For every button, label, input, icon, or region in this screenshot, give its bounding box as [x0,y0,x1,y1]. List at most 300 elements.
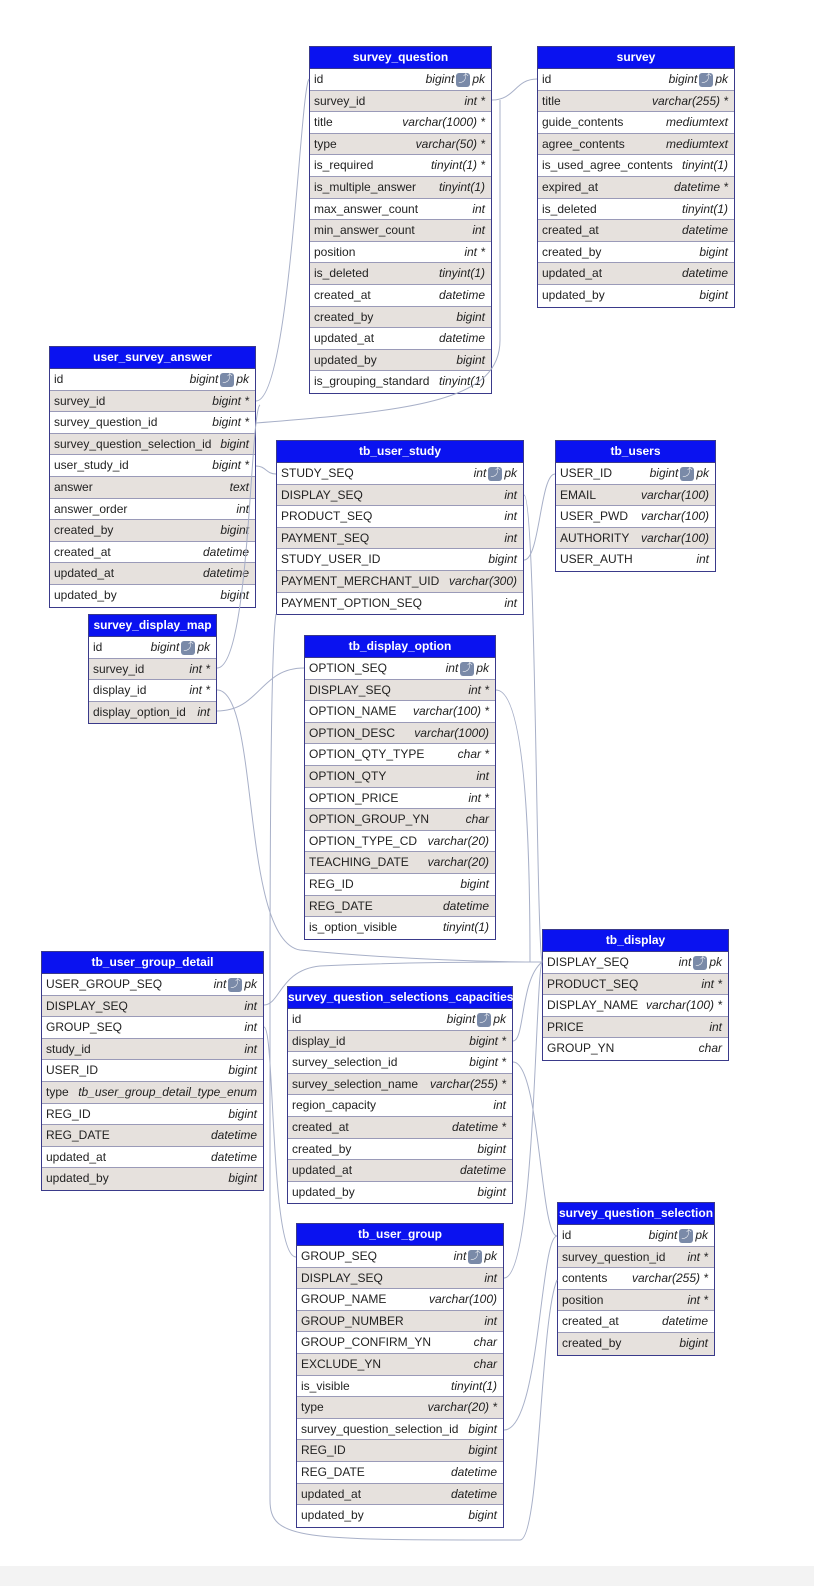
column-row[interactable] [305,831,495,853]
column-type [228,1168,257,1190]
column-name: display_id [93,683,147,698]
column-row[interactable] [305,874,495,896]
column-row[interactable] [310,371,491,393]
column-type [244,1017,257,1039]
column-type-text: int [472,223,485,238]
key-icon: ⤴ [458,73,469,85]
column-name: updated_by [54,587,117,602]
column-row[interactable] [50,563,255,585]
column-name: survey_question_selection_id [54,436,212,451]
column-row[interactable] [543,1017,728,1039]
column-type-text: varchar(20) [427,833,489,848]
column-row[interactable] [50,391,255,413]
column-row[interactable] [50,499,255,521]
column-name: id [292,1012,302,1026]
column-row[interactable] [297,1246,503,1268]
column-type-text: bigint [220,436,249,451]
table-title[interactable]: user_survey_answer [50,347,255,369]
column-name: USER_AUTH [560,552,633,567]
column-row[interactable] [277,593,523,615]
column-name: DISPLAY_SEQ [309,682,391,697]
column-row[interactable] [305,723,495,745]
column-type-text: bigint [228,1063,257,1078]
column-name: survey_question_id [54,415,158,430]
column-type [414,723,489,745]
column-type-text: bigint [477,1141,506,1156]
column-type [439,177,485,199]
column-row[interactable] [277,528,523,550]
column-type-text: bigint [468,1508,497,1523]
column-type [468,1505,497,1527]
column-name: OPTION_PRICE [309,790,399,805]
column-type [641,485,709,507]
column-row[interactable] [305,680,495,702]
column-row[interactable] [50,412,255,434]
column-row[interactable] [297,1354,503,1376]
table-tb-display-option[interactable] [304,635,496,940]
column-name: display_option_id [93,704,186,719]
column-type-text: int [197,704,210,719]
column-type [504,485,517,507]
column-row[interactable] [277,506,523,528]
column-row[interactable] [538,285,734,307]
column-type-text: bigint [699,244,728,259]
table-title[interactable]: tb_user_study [277,441,523,463]
column-type-text: mediumtext [665,115,728,130]
column-row[interactable] [297,1289,503,1311]
key-icon: ⤴ [462,662,473,674]
column-type [646,995,722,1017]
column-type-text: char [473,1356,497,1371]
column-row[interactable] [538,69,734,91]
column-type [228,1060,257,1082]
column-row[interactable] [288,1074,512,1096]
pk-label: pk [709,955,722,969]
column-name: PAYMENT_SEQ [281,530,370,545]
key-icon: ⤴ [222,373,233,385]
column-type-text: int [472,201,485,216]
column-row[interactable] [42,1125,263,1147]
column-type-text: bigint [648,1228,678,1242]
column-row[interactable] [538,91,734,113]
column-name: OPTION_QTY_TYPE [309,747,425,762]
column-name: is_grouping_standard [314,374,430,389]
column-type-text: bigint [228,1171,257,1186]
column-name: survey_question_id [562,1249,666,1264]
column-row[interactable] [305,852,495,874]
column-name: GROUP_SEQ [46,1020,123,1035]
column-row[interactable] [305,766,495,788]
column-row[interactable] [89,702,216,724]
column-type-text: varchar(255) * [429,1076,506,1091]
column-name: position [562,1292,604,1307]
column-row[interactable] [310,155,491,177]
column-row[interactable] [538,112,734,134]
pk-label: pk [472,72,485,86]
column-name: id [93,640,103,654]
key-icon: ⤴ [183,641,194,653]
column-type-text: varchar(100) [428,1292,497,1307]
table-survey-question-selections-capacities[interactable] [287,986,513,1204]
column-name: max_answer_count [314,201,419,216]
column-row[interactable] [558,1311,714,1333]
column-type-text: int [244,1020,257,1035]
column-name: id [562,1228,572,1242]
column-row[interactable] [89,659,216,681]
column-type-text: int [476,768,489,783]
column-row[interactable] [288,1052,512,1074]
column-type [449,571,517,593]
column-type-text: varchar(100) * [412,704,489,719]
column-row[interactable] [297,1397,503,1419]
column-name: updated_by [301,1508,364,1523]
column-name: updated_by [46,1171,109,1186]
column-name: GROUP_NAME [301,1292,387,1307]
table-tb-user-study[interactable] [276,440,524,615]
column-name: is_required [314,158,374,173]
column-name: id [314,72,324,86]
column-type [413,701,489,723]
column-row[interactable] [297,1462,503,1484]
table-title[interactable]: tb_user_group [297,1224,503,1246]
column-type-text: int * [189,683,210,698]
column-name: updated_by [314,352,377,367]
column-row[interactable] [556,463,715,485]
column-name: id [542,72,552,86]
column-type [451,1462,497,1484]
column-type [464,242,485,264]
column-row[interactable] [297,1332,503,1354]
column-type [472,199,485,221]
column-row[interactable] [538,199,734,221]
column-type-text: int [504,509,517,524]
column-type [477,1139,506,1161]
column-type [189,680,210,702]
column-row[interactable] [558,1225,714,1247]
column-type-text: bigint [468,1443,497,1458]
column-row[interactable] [558,1290,714,1312]
column-type [484,1268,497,1290]
column-name: PRODUCT_SEQ [281,509,373,524]
column-type-text: int [484,1313,497,1328]
column-type [474,463,517,485]
column-row[interactable] [538,263,734,285]
column-type-text: varchar(255) * [651,93,728,108]
column-type-text: bigint * [469,1033,506,1048]
column-type [460,874,489,896]
column-row[interactable] [42,996,263,1018]
column-row[interactable] [310,177,491,199]
column-row[interactable] [310,328,491,350]
pk-label: pk [695,1228,708,1242]
column-row[interactable] [297,1311,503,1333]
table-tb-display[interactable] [542,929,729,1061]
column-type [439,371,485,393]
column-row[interactable] [277,571,523,593]
column-row[interactable] [538,242,734,264]
column-name: agree_contents [542,136,625,151]
column-type-text: datetime [438,331,485,346]
column-row[interactable] [310,350,491,372]
column-row[interactable] [42,1060,263,1082]
column-type-text: bigint [460,876,489,891]
column-row[interactable] [277,549,523,571]
column-row[interactable] [297,1419,503,1441]
column-row[interactable] [556,549,715,571]
column-name: created_at [542,223,599,238]
column-type [430,1074,506,1096]
column-row[interactable] [558,1268,714,1290]
key-icon: ⤴ [681,1229,692,1241]
key-icon: ⤴ [470,1250,481,1262]
column-row[interactable] [538,134,734,156]
column-name: created_at [54,544,111,559]
column-row[interactable] [543,952,728,974]
column-type [679,1333,708,1355]
column-row[interactable] [50,542,255,564]
column-row[interactable] [277,463,523,485]
column-row[interactable] [310,263,491,285]
column-type [649,1225,708,1247]
column-row[interactable] [288,1031,512,1053]
table-title[interactable]: survey [538,47,734,69]
column-row[interactable] [310,91,491,113]
column-row[interactable] [305,917,495,939]
column-name: study_id [46,1041,91,1056]
column-row[interactable] [310,134,491,156]
column-row[interactable] [310,199,491,221]
column-name: REG_ID [301,1443,346,1458]
column-row[interactable] [538,155,734,177]
column-row[interactable] [50,369,255,391]
column-row[interactable] [297,1484,503,1506]
column-type [402,112,485,134]
column-type [431,155,485,177]
column-row[interactable] [89,637,216,659]
column-type [468,1440,497,1462]
column-row[interactable] [297,1440,503,1462]
column-type-text: bigint * [212,458,249,473]
column-row[interactable] [42,1082,263,1104]
column-type [682,263,728,285]
table-tb-user-group-detail[interactable] [41,951,264,1191]
column-row[interactable] [42,1168,263,1190]
column-type [416,134,485,156]
column-row[interactable] [305,896,495,918]
column-name: GROUP_NUMBER [301,1313,404,1328]
column-type [203,563,249,585]
table-survey-display-map[interactable] [88,614,217,724]
column-row[interactable] [42,1147,263,1169]
column-row[interactable] [297,1376,503,1398]
column-row[interactable] [558,1333,714,1355]
column-type-text: bigint [456,309,485,324]
table-title[interactable]: tb_user_group_detail [42,952,263,974]
column-type-text: varchar(1000) [414,725,489,740]
column-type [641,528,709,550]
column-type [504,593,517,615]
column-type-text: datetime [681,266,728,281]
column-name: answer [54,479,93,494]
column-name: created_by [562,1335,622,1350]
column-name: DISPLAY_SEQ [301,1270,383,1285]
column-type [458,744,489,766]
column-type-text: bigint [189,372,219,386]
column-row[interactable] [305,788,495,810]
column-row[interactable] [42,1104,263,1126]
table-title[interactable]: survey_question_selection [558,1203,714,1225]
column-name: type [301,1400,324,1415]
column-name: created_at [314,287,371,302]
column-row[interactable] [310,307,491,329]
column-type-text: char [465,812,489,827]
column-type [244,996,257,1018]
column-type-text: varchar(100) [640,487,709,502]
column-name: PAYMENT_MERCHANT_UID [281,573,440,588]
column-type [472,220,485,242]
column-row[interactable] [543,974,728,996]
column-type [452,1117,506,1139]
pk-label: pk [493,1012,506,1026]
table-title[interactable]: tb_display_option [305,636,495,658]
column-type [474,1332,497,1354]
table-survey-question-selection[interactable] [557,1202,715,1356]
column-type [687,1290,708,1312]
column-type [439,285,485,307]
column-name: USER_ID [560,466,613,480]
column-type [652,91,728,113]
table-title[interactable]: survey_question [310,47,491,69]
column-row[interactable] [305,701,495,723]
column-row[interactable] [543,1038,728,1060]
column-type-text: varchar(1000) * [402,115,485,130]
column-row[interactable] [305,744,495,766]
column-row[interactable] [310,112,491,134]
column-row[interactable] [288,1095,512,1117]
column-row[interactable] [42,974,263,996]
column-name: title [542,93,561,108]
column-row[interactable] [310,220,491,242]
column-type [468,788,489,810]
column-type-text: bigint [649,466,679,480]
column-row[interactable] [556,528,715,550]
column-row[interactable] [310,242,491,264]
table-title[interactable]: survey_display_map [89,615,216,637]
column-type [469,1052,506,1074]
column-type-text: bigint [468,1421,497,1436]
column-type-text: datetime [210,1128,257,1143]
column-type [682,199,728,221]
column-row[interactable] [556,506,715,528]
column-name: OPTION_SEQ [309,661,388,675]
table-title[interactable]: survey_question_selections_capacities [288,987,512,1009]
table-survey[interactable] [537,46,735,308]
column-type [220,585,249,607]
column-name: survey_id [54,393,106,408]
table-tb-users[interactable] [555,440,716,572]
column-row[interactable] [538,220,734,242]
column-row[interactable] [310,69,491,91]
key-icon: ⤴ [682,467,693,479]
column-row[interactable] [288,1182,512,1204]
column-type-text: int [678,955,692,969]
column-type-text: datetime * [673,179,728,194]
column-type [488,549,517,571]
table-title[interactable]: tb_users [556,441,715,463]
column-row[interactable] [288,1139,512,1161]
column-type-text: varchar(300) [448,573,517,588]
column-row[interactable] [89,680,216,702]
column-name: REG_ID [309,876,354,891]
column-type [709,1017,722,1039]
column-row[interactable] [50,585,255,607]
column-row[interactable] [288,1009,512,1031]
column-name: GROUP_SEQ [301,1249,378,1263]
table-user-survey-answer[interactable] [49,346,256,608]
column-row[interactable] [556,485,715,507]
column-row[interactable] [50,455,255,477]
column-row[interactable] [288,1117,512,1139]
table-survey-question[interactable] [309,46,492,394]
column-row[interactable] [50,520,255,542]
column-name: GROUP_YN [547,1041,615,1056]
column-row[interactable] [310,285,491,307]
column-row[interactable] [297,1268,503,1290]
column-row[interactable] [50,434,255,456]
column-row[interactable] [42,1017,263,1039]
column-type-text: int * [687,1249,708,1264]
column-row[interactable] [305,658,495,680]
table-title[interactable]: tb_display [543,930,728,952]
column-name: updated_at [292,1163,353,1178]
column-row[interactable] [538,177,734,199]
column-row[interactable] [50,477,255,499]
column-type [454,1246,497,1268]
key-icon: ⤴ [490,467,501,479]
column-row[interactable] [277,485,523,507]
column-type-text: bigint [477,1184,506,1199]
column-name: region_capacity [292,1098,377,1113]
column-type-text: int [445,661,459,675]
column-name: display_id [292,1033,346,1048]
column-name: min_answer_count [314,223,415,238]
column-name: OPTION_DESC [309,725,396,740]
column-type-text: int [213,977,227,991]
column-type-text: varchar(100) [640,530,709,545]
column-type-text: tinyint(1) [438,374,485,389]
column-type-text: varchar(255) * [631,1271,708,1286]
column-name: created_by [542,244,602,259]
column-name: updated_at [54,566,115,581]
column-name: AUTHORITY [560,530,630,545]
column-row[interactable] [288,1160,512,1182]
column-type [212,391,249,413]
column-type-text: tinyint(1) [681,201,728,216]
column-type [443,896,489,918]
column-row[interactable] [42,1039,263,1061]
column-name: STUDY_USER_ID [281,552,381,567]
column-row[interactable] [558,1247,714,1269]
column-name: created_at [292,1119,349,1134]
table-tb-user-group[interactable] [296,1223,504,1528]
column-row[interactable] [297,1505,503,1527]
column-row[interactable] [543,995,728,1017]
column-type [464,91,485,113]
column-row[interactable] [305,809,495,831]
column-type [211,1147,257,1169]
pk-label: pk [236,372,249,386]
column-type-text: datetime * [451,1119,506,1134]
